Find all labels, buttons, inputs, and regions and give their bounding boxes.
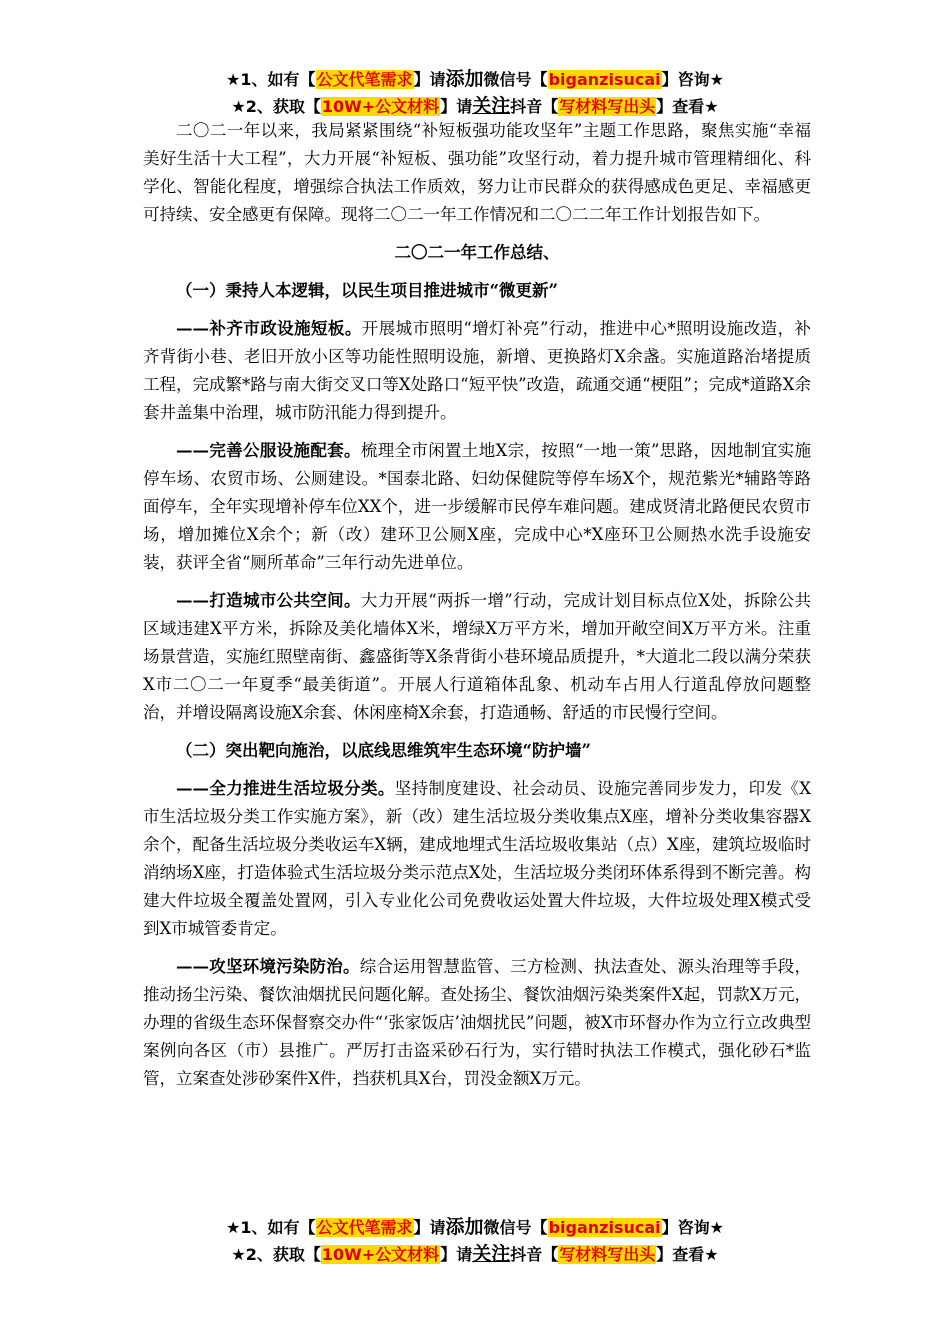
- promo-text: ★1、如有【: [226, 70, 316, 89]
- promo-text: 微信号【: [483, 70, 548, 89]
- promo-text: 】请: [413, 1218, 446, 1237]
- promo-text: ★1、如有【: [226, 1218, 316, 1237]
- intro-paragraph: 二〇二一年以来，我局紧紧围绕“补短板强功能攻坚年”主题工作思路，聚焦实施“幸福美好生活十大工程”，大力开展“补短板、强功能”攻坚行动，着力提升城市管理精细化、科学化、智能化程度，增强综合执法工作质效，努力让市民群众的获得感成色更足、幸福感更可持续、安全感更有保障。现将二〇二一年工作情况和二〇二二年工作计划报告如下。: [143, 121, 811, 224]
- promo-text: 】查看★: [656, 1245, 719, 1264]
- promo-highlight: 10W+公文材料: [321, 1245, 440, 1264]
- paragraph-lead: ——完善公服设施配套。: [176, 441, 361, 460]
- paragraph-lead: ——打造城市公共空间。: [176, 591, 361, 610]
- paragraph-lead: ——全力推进生活垃圾分类。: [176, 779, 395, 798]
- paragraph-municipal-facilities: [143, 315, 811, 427]
- promo-text: ★2、获取【: [231, 97, 321, 116]
- promo-text: 微信号【: [483, 1218, 548, 1237]
- promo-wechat-id: biganzisucai: [548, 1218, 661, 1237]
- paragraph-public-services: [143, 437, 811, 577]
- paragraph-pollution-control: [143, 953, 811, 1093]
- promo-emphasis: 关注: [472, 1243, 511, 1265]
- paragraph-body: 开展城市照明“增灯补亮”行动，推进中心*照明设施改造，补齐背街小巷、老旧开放小区等功能性照明设施，新增、更换路灯X余盏。实施道路治堵提质工程，完成繁*路与南大街交叉口等X处路口“短平快”改造，疏通交通“梗阻”；完成*道路X余套井盖集中治理，城市防汛能力得到提升。: [143, 319, 812, 422]
- paragraph-body: 综合运用智慧监管、三方检测、执法查处、源头治理等手段，推动扬尘污染、餐饮油烟扰民问题化解。查处扬尘、餐饮油烟污染类案件X起，罚款X万元，办理的省级生态环保督察交办件“‘张家饭店’油烟扰民”问题，被X市环督办作为立行立改典型案例向各区（市）县推广。严厉打击盗采砂石行为，实行错时执法工作模式，强化砂石*监管，立案查处涉砂案件X件，挡获机具X台，罚没金额X万元。: [143, 957, 812, 1088]
- promo-line-2: [0, 1241, 950, 1268]
- promo-line-2: [0, 93, 950, 120]
- promo-emphasis: 关注: [472, 95, 511, 117]
- promo-wechat-id: biganzisucai: [548, 70, 661, 89]
- promo-text: 】咨询★: [661, 70, 724, 89]
- promo-text: 抖音【: [510, 97, 559, 116]
- promo-line-1: [0, 66, 950, 93]
- promo-highlight: 公文代笔需求: [316, 1218, 413, 1237]
- promo-highlight: 公文代笔需求: [316, 70, 413, 89]
- promo-banner-top: [0, 66, 950, 120]
- section-title: 二〇二一年工作总结、: [394, 243, 560, 262]
- promo-text: 】咨询★: [661, 1218, 724, 1237]
- promo-line-1: [0, 1214, 950, 1241]
- promo-text: 】请: [440, 97, 473, 116]
- paragraph-public-space: [143, 587, 811, 727]
- promo-text: 】请: [413, 70, 446, 89]
- paragraph-body: 坚持制度建设、社会动员、设施完善同步发力，印发《X市生活垃圾分类工作实施方案》，新（改）建生活垃圾分类收集点X座，增补分类收集容器X余个，配备生活垃圾分类收运车X辆，建成地埋式生活垃圾收集站（点）X座，建筑垃圾临时消纳场X座，打造体验式生活垃圾分类示范点X处，生活垃圾分类闭环体系得到不断完善。构建大件垃圾全覆盖处置网，引入专业化公司免费收运处置大件垃圾，大件垃圾处理X模式受到X市城管委肯定。: [143, 779, 811, 938]
- paragraph-body: 梳理全市闲置土地X宗，按照“一地一策”思路，因地制宜实施停车场、农贸市场、公厕建设。*国泰北路、妇幼保健院等停车场X个，规范紫光*辅路等路面停车，全年实现增补停车位XX个，进一步缓解市民停车难问题。建成贤清北路便民农贸市场，增加摊位X余个；新（改）建环卫公厕X座，完成中心*X座环卫公厕热水洗手设施安装，获评全省“厕所革命”三年行动先进单位。: [143, 441, 812, 572]
- heading-2: （二）突出靶向施治，以底线思维筑牢生态环境“防护墙”: [176, 741, 591, 760]
- paragraph-garbage-sorting: [143, 775, 811, 943]
- promo-text: 】请: [440, 1245, 473, 1264]
- promo-highlight: 10W+公文材料: [321, 97, 440, 116]
- heading-1: （一）秉持人本逻辑，以民生项目推进城市“微更新”: [176, 281, 558, 300]
- paragraph-lead: ——补齐市政设施短板。: [176, 319, 362, 338]
- promo-emphasis: 添加: [445, 1216, 484, 1238]
- promo-emphasis: 添加: [445, 68, 484, 90]
- document-body: [143, 117, 811, 1093]
- promo-douyin-id: 写材料写出头: [559, 97, 656, 116]
- promo-text: ★2、获取【: [231, 1245, 321, 1264]
- promo-douyin-id: 写材料写出头: [559, 1245, 656, 1264]
- paragraph-body: 大力开展“两拆一增”行动，完成计划目标点位X处，拆除公共区域违建X平方米，拆除及美化墙体X米，增绿X万平方米，增加开敞空间X万平方米。注重场景营造，实施红照壁南街、鑫盛街等X条背街小巷环境品质提升，*大道北二段以满分荣获X市二〇二一年夏季“最美街道”。开展人行道箱体乱象、机动车占用人行道乱停放问题整治，并增设隔离设施X余套、休闲座椅X余套，打造通畅、舒适的市民慢行空间。: [143, 591, 812, 722]
- promo-text: 】查看★: [656, 97, 719, 116]
- paragraph-lead: ——攻坚环境污染防治。: [176, 957, 360, 976]
- promo-banner-bottom: [0, 1214, 950, 1268]
- promo-text: 抖音【: [510, 1245, 559, 1264]
